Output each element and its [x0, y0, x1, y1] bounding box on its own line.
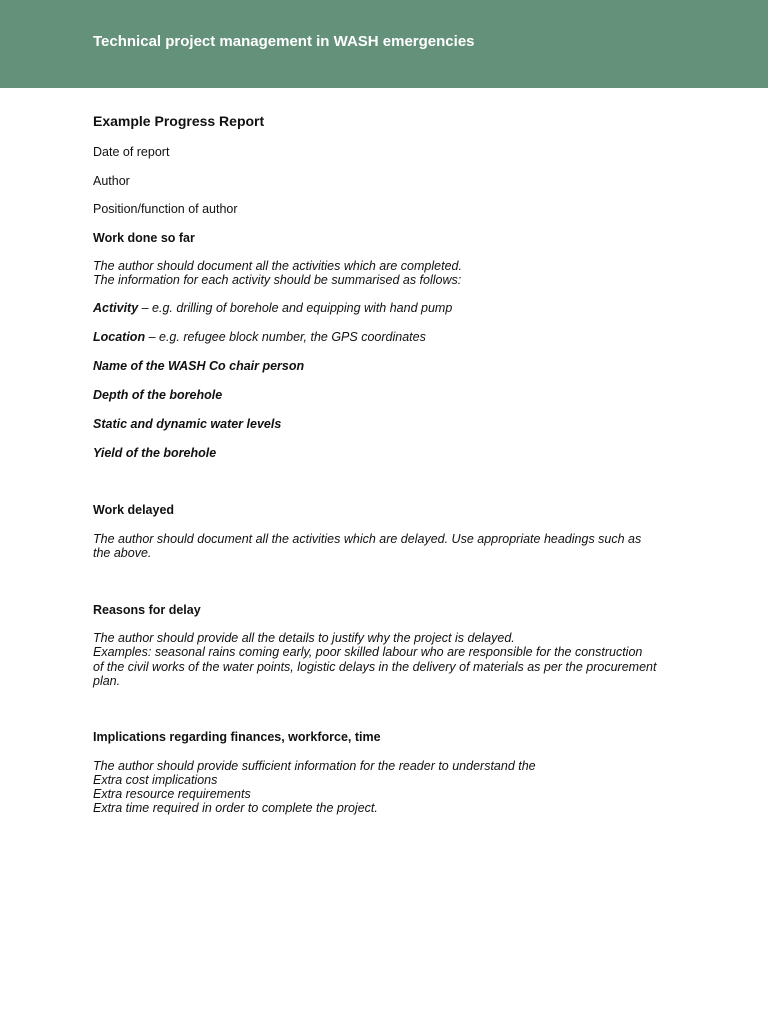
reasons-heading: Reasons for delay [93, 603, 201, 617]
location-label: Location [93, 330, 146, 344]
chair-person-item: Name of the WASH Co chair person [93, 359, 305, 373]
position-label: Position/function of author [93, 202, 238, 216]
author-label: Author [93, 174, 130, 188]
header-band [0, 0, 768, 88]
page-title: Example Progress Report [93, 113, 265, 129]
work-done-intro-line-2: The information for each activity should be summarised as follows: [93, 273, 462, 287]
work-delayed-text-line-2: the above. [93, 546, 152, 560]
location-text: – e.g. refugee block number, the GPS coordinates [145, 330, 426, 344]
activity-label: Activity [93, 301, 139, 315]
implications-text-line-1: The author should provide sufficient information for the reader to understand the [93, 759, 536, 773]
activity-item [93, 301, 452, 316]
reasons-text-line-1: The author should provide all the details to justify why the project is delayed. [93, 631, 515, 645]
water-levels-item: Static and dynamic water levels [93, 417, 282, 431]
implications-text-line-3: Extra resource requirements [93, 787, 251, 801]
work-delayed-text-line-1: The author should document all the activities which are delayed. Use appropriate headings such as [93, 532, 642, 546]
work-done-heading: Work done so far [93, 231, 195, 245]
implications-text-line-2: Extra cost implications [93, 773, 218, 787]
implications-heading: Implications regarding finances, workforce, time [93, 730, 381, 744]
work-delayed-heading: Work delayed [93, 503, 175, 517]
reasons-text-line-2: Examples: seasonal rains coming early, poor skilled labour who are responsible for the construction [93, 645, 643, 659]
depth-item: Depth of the borehole [93, 388, 223, 402]
date-of-report-label: Date of report [93, 145, 170, 159]
reasons-text-line-3: of the civil works of the water points, logistic delays in the delivery of materials as per the procurement [93, 660, 657, 674]
location-item [93, 330, 426, 345]
activity-text: – e.g. drilling of borehole and equipping with hand pump [138, 301, 453, 315]
reasons-text-line-4: plan. [93, 674, 121, 688]
yield-item: Yield of the borehole [93, 446, 217, 460]
work-done-intro-line-1: The author should document all the activities which are completed. [93, 259, 462, 273]
implications-text-line-4: Extra time required in order to complete the project. [93, 801, 378, 815]
header-title: Technical project management in WASH emergencies [93, 33, 475, 50]
